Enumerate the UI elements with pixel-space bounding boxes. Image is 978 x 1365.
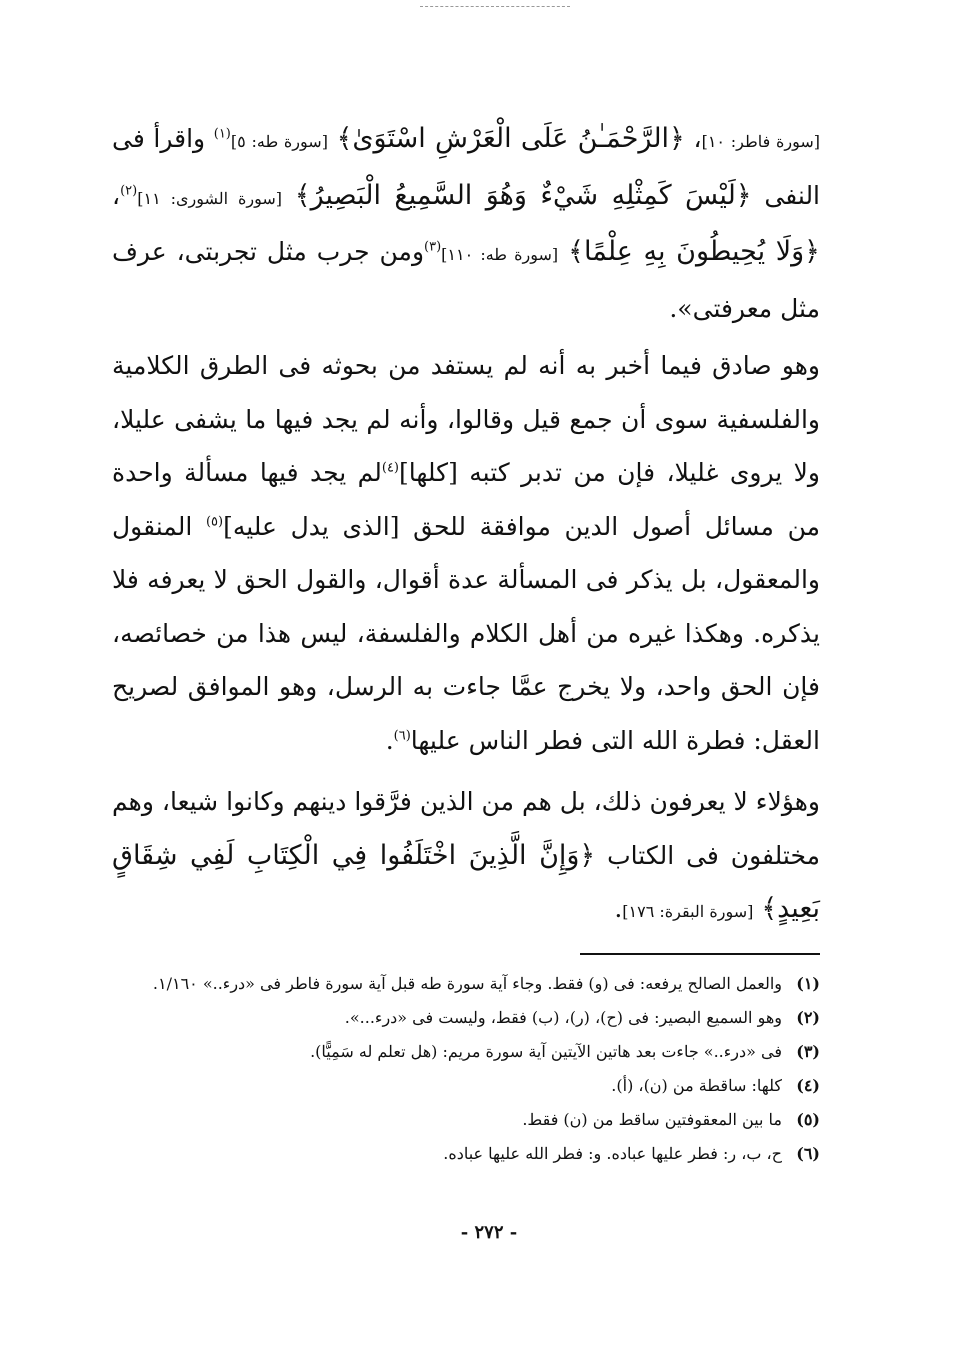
- footnote-number: (٢): [796, 1007, 820, 1027]
- footnote-number: (٤): [796, 1075, 820, 1095]
- quran-verse: ﴿لَيْسَ كَمِثْلِهِ شَيْءٌ وَهُوَ السَّمِيعُ الْبَصِيرُ﴾: [294, 179, 752, 211]
- footnote: [112, 1103, 820, 1137]
- paragraph-text: ،: [112, 180, 121, 210]
- quran-verse: ﴿وَإِنَّ الَّذِينَ اخْتَلَفُوا فِي الْكِتَابِ لَفِي شِقَاقٍ بَعِيدٍ﴾: [112, 839, 820, 924]
- paragraph-text: [328, 124, 337, 153]
- top-decoration: [420, 6, 570, 7]
- footnote-text: فى «درء..» جاءت بعد هاتين الآيتين آية سورة مريم: (هل تعلم له سَمِيًّا).: [310, 1041, 782, 1061]
- footnote-marker: (٥): [205, 514, 224, 530]
- paragraph-text: لم يجد فيها مسألة واحدة من مسائل أصول الدين موافقة للحق [الذى يدل عليه]: [112, 458, 821, 541]
- surah-reference: [سورة الشورى: ١١]: [137, 188, 283, 208]
- paragraph-text: [282, 181, 295, 210]
- page-number: - ٢٧٢ -: [460, 1222, 518, 1243]
- footnote: [112, 967, 820, 1001]
- footnote: [112, 1137, 820, 1171]
- surah-reference: [سورة طه: ١١٠]: [441, 245, 559, 264]
- footnote-marker: (١): [213, 126, 231, 142]
- footnote-number: (٣): [796, 1041, 820, 1061]
- paragraph-text: وهؤلاء لا يعرفون ذلك، بل هم من الذين فرَّقوا دينهم وكانوا شيعا، وهم مختلفون فى الكتاب: [112, 787, 820, 870]
- footnote-marker: (٣): [424, 239, 442, 255]
- paragraph-text: وهو صادق فيما أخبر به أنه لم يستفد من بحوثه فى الطرق الكلامية والفلسفية سوى أن جمع قيل وقالوا، وأنه لم يجد فيها ما يشفى عليلا، ولا يروى غليلا، فإن من تدبر كتبه [كلها]: [112, 351, 821, 487]
- footnote-text: ما بين المعقوفتين ساقط من (ن) فقط.: [522, 1109, 782, 1129]
- paragraph-text: .: [614, 894, 623, 923]
- footnote-text: والعمل الصالح يرفعه: فى (و) فقط. وجاء آية سورة طه قبل آية سورة فاطر فى «درء..» ١/١٦٠.: [152, 973, 782, 993]
- paragraph-text: ومن جرب مثل تجربتى، عرف مثل معرفتى».: [112, 237, 820, 323]
- paragraph-text: .: [385, 725, 394, 755]
- paragraph-text: المنقول والمعقول، بل يذكر فى المسألة عدة أقوال، والقول الحق لا يعرفه فلا يذكره. وهكذا غيره من أهل الكلام والفلسفة، ليس هذا من خصائصه، فإن الحق واحد، ولا يخرج عمَّا جاءت به الرسل، وهو الموافق لصريح العقل: فطرة الله التى فطر الناس عليها: [112, 511, 820, 755]
- surah-reference: [سورة طه: ٥]: [230, 132, 328, 151]
- paragraph-text: [558, 237, 568, 266]
- footnote-text: وهو السميع البصير: فى (ح)، (ر)، (ب) فقط، وليست فى «درء...».: [344, 1007, 782, 1027]
- footnote-text: ح، ب، ر: فطر عليها عباده. و: فطر الله عليها عباده.: [443, 1143, 782, 1163]
- footnote-marker: (٢): [120, 183, 138, 199]
- footnote-marker: (٤): [381, 460, 399, 476]
- footnote: [112, 1035, 820, 1069]
- paragraph: [112, 339, 820, 767]
- paragraph-text: ،: [684, 124, 702, 153]
- surah-reference: [سورة فاطر: ١٠]: [701, 132, 821, 151]
- footnote-number: (٦): [796, 1143, 820, 1163]
- footnotes: [112, 967, 820, 1171]
- footnote: [112, 1069, 820, 1103]
- footnote-number: (٥): [796, 1109, 820, 1129]
- page-body: [112, 112, 820, 1171]
- footnote-number: (١): [796, 973, 820, 993]
- quran-verse: ﴿الرَّحْمَـٰنُ عَلَى الْعَرْشِ اسْتَوَىٰ﴾: [336, 123, 685, 154]
- paragraph: [112, 775, 820, 939]
- footnote-text: كلها: ساقطة من (ن)، (أ).: [611, 1075, 782, 1095]
- footnote: [112, 1001, 820, 1035]
- paragraph-text: واقرأ فى النفى: [112, 124, 821, 210]
- quran-verse: ﴿وَلَا يُحِيطُونَ بِهِ عِلْمًا﴾: [568, 236, 821, 267]
- main-text: [112, 112, 820, 939]
- footnote-marker: (٦): [393, 728, 411, 744]
- surah-reference: [سورة البقرة: ١٧٦]: [622, 902, 754, 921]
- paragraph: [112, 112, 820, 335]
- footnote-separator: [580, 953, 820, 955]
